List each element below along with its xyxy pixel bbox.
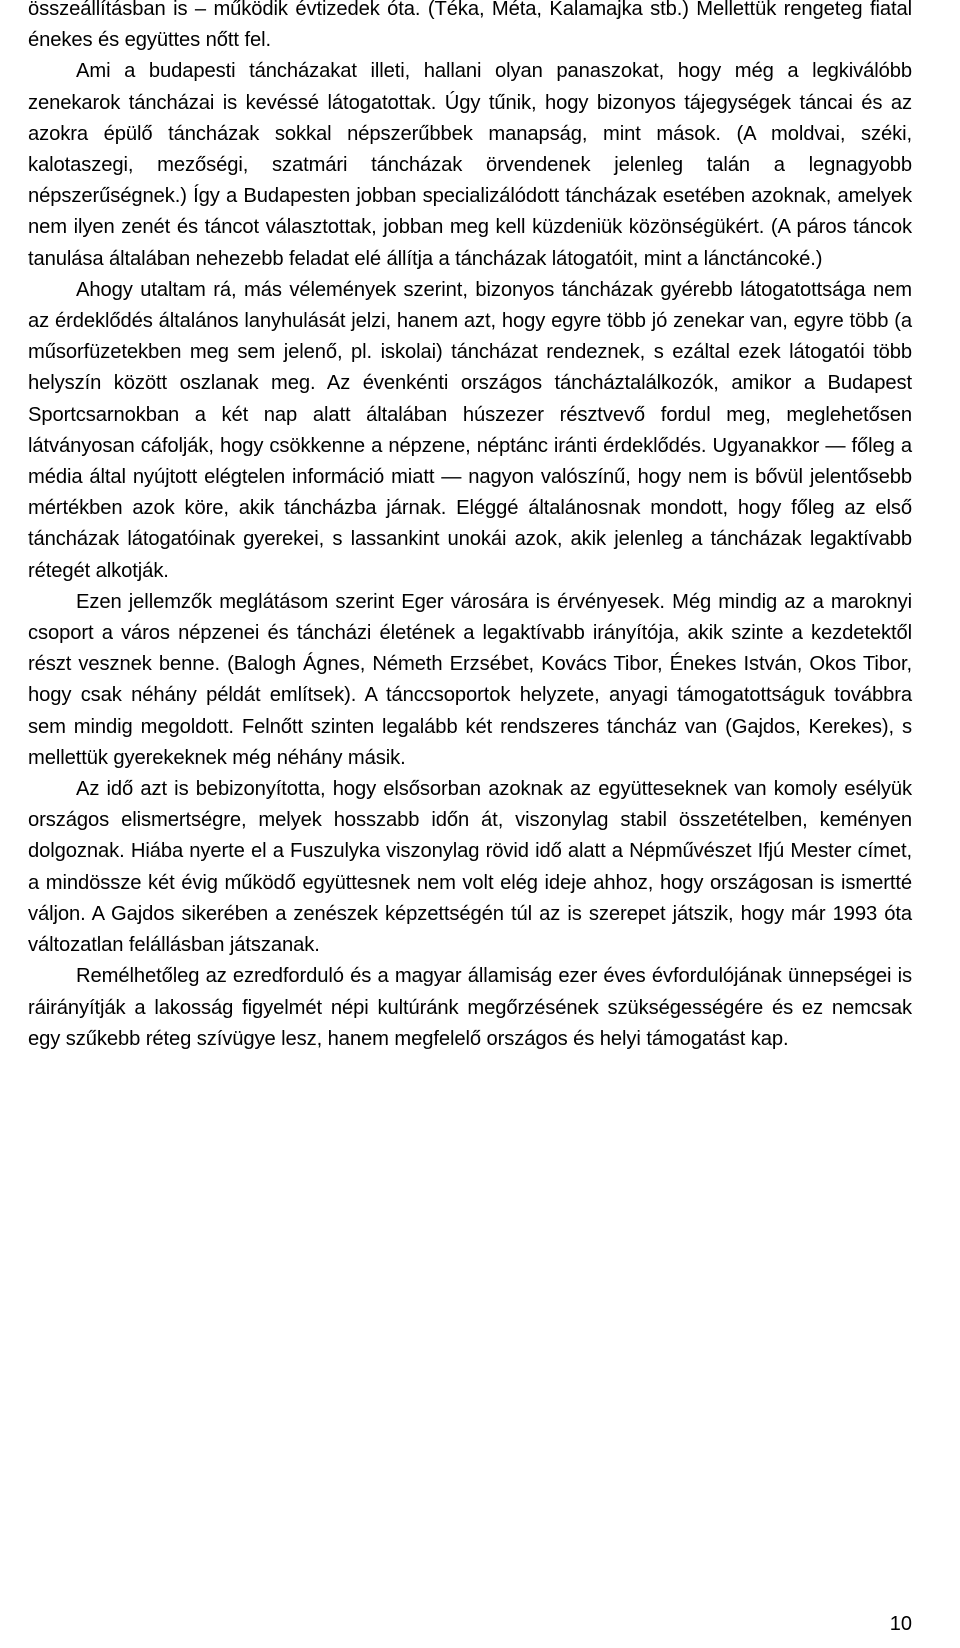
paragraph-6: Remélhetőleg az ezredforduló és a magyar államiság ezer éves évfordulójának ünnepségei is ráirányítják a lakosság figyelmét népi kultúránk megőrzésének szükségességére és ez nemcsak egy szűkebb réteg szívügye lesz, hanem megfelelő országos és helyi támogatást kap. xyxy=(28,965,912,1050)
paragraph-4: Ezen jellemzők meglátásom szerint Eger városára is érvényesek. Még mindig az a maroknyi csoport a város népzenei és táncházi életének a legaktívabb irányítója, akik szinte a kezdetektől részt vesznek benne. (Balogh Ágnes, Németh Erzsébet, Kovács Tibor, Énekes István, Okos Tibor, hogy csak néhány példát említsek). A tánccsoportok helyzete, anyagi támogatottságuk továbbra sem mindig megoldott. Felnőtt szinten legalább két rendszeres táncház van (Gajdos, Kerekes), s mellettük gyerekeknek még néhány másik. xyxy=(28,590,912,769)
paragraph-2: Ami a budapesti táncházakat illeti, hallani olyan panaszokat, hogy még a legkiválóbb zenekarok táncházai is kevéssé látogatottak. Úgy tűnik, hogy bizonyos tájegységek táncai és az azokra épülő táncházak sokkal népszerűbbek manapság, mint mások. (A moldvai, széki, kalotaszegi, mezőségi, szatmári táncházak örvendenek jelenleg talán a legnagyobb népszerűségnek.) Így a Budapesten jobban specializálódott táncházak esetében azoknak, amelyek nem ilyen zenét és táncot választottak, jobban meg kell küzdeniük közönségükért. (A páros táncok tanulása általában nehezebb feladat elé állítja a táncházak látogatóit, mint a lánctáncoké.) xyxy=(28,60,912,270)
paragraph-5: Az idő azt is bebizonyította, hogy elsősorban azoknak az együtteseknek van komoly esélyük országos elismertségre, melyek hosszabb időn át, viszonylag stabil összetételben, keményen dolgoznak. Hiába nyerte el a Fuszulyka viszonylag rövid idő alatt a Népművészet Ifjú Mester címet, a mindössze két évig működő együttesnek nem volt elég ideje ahhoz, hogy országosan is ismertté váljon. A Gajdos sikerében a zenészek képzettségén túl az is szerepet játszik, hogy már 1993 óta változatlan felállásban játszanak. xyxy=(28,778,912,957)
document-body xyxy=(28,0,912,1055)
paragraph-1: összeállításban is – működik évtizedek óta. (Téka, Méta, Kalamajka stb.) Mellettük rengeteg fiatal énekes és együttes nőtt fel. xyxy=(28,0,912,52)
paragraph-3: Ahogy utaltam rá, más vélemények szerint, bizonyos táncházak gyérebb látogatottsága nem az érdeklődés általános lanyhulását jelzi, hanem azt, hogy egyre több jó zenekar van, egyre több (a műsorfüzetekben meg sem jelenő, pl. iskolai) táncházat rendeznek, s ezáltal ezek látogatói több helyszín között oszlanak meg. Az évenkénti országos táncháztalálkozók, amikor a Budapest Sportcsarnokban a két nap alatt általában húszezer résztvevő fordul meg, meglehetősen látványosan cáfolják, hogy csökkenne a népzene, néptánc iránti érdeklődés. Ugyanakkor — főleg a média által nyújtott elégtelen információ miatt — nagyon valószínű, hogy nem is bővül jelentősebb mértékben azok köre, akik táncházba járnak. Eléggé általánosnak mondott, hogy főleg az első táncházak látogatóinak gyerekei, s lassankint unokái azok, akik jelenleg a táncházak legaktívabb rétegét alkotják. xyxy=(28,278,912,582)
page-number: 10 xyxy=(889,1613,912,1635)
